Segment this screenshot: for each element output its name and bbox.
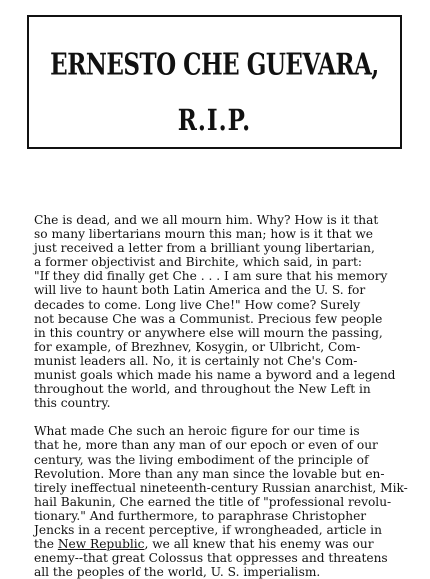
paragraph-1 — [34, 213, 424, 410]
text-line: throughout the world, and throughout the New Left in — [34, 382, 371, 397]
text-line: century, was the living embodiment of the principle of — [34, 452, 369, 467]
text-line: that he, more than any man of our epoch or even of our — [34, 438, 378, 453]
text-line — [34, 537, 424, 551]
paragraph-2 — [34, 424, 424, 579]
text-line: tirely ineffectual nineteenth-century Russian anarchist, Mik- — [34, 480, 408, 495]
text-line: Che is dead, and we all mourn him. Why? How is it that — [34, 213, 379, 227]
text-line: a former objectivist and Birchite, which said, in part: — [34, 255, 362, 270]
text-line: munist goals which made his name a byword and a legend — [34, 368, 396, 383]
article-body — [34, 213, 424, 579]
article-title: ERNESTO CHE GUEVARA, — [50, 46, 379, 83]
text-fragment: , we all knew that his enemy was our — [144, 537, 374, 552]
text-line: so many libertarians mourn this man; how is it that we — [34, 227, 374, 242]
text-line: What made Che such an heroic figure for our time is — [34, 424, 360, 439]
text-line: for example, of Brezhnev, Kosygin, or Ulbricht, Com- — [34, 339, 361, 354]
text-fragment: the — [34, 537, 58, 552]
text-line: tionary." And furthermore, to paraphrase Christopher — [34, 508, 367, 523]
text-line: in this country or anywhere else will mourn the passing, — [34, 325, 383, 340]
title-box — [27, 15, 402, 149]
text-line: hail Bakunin, Che earned the title of "professional revolu- — [34, 494, 392, 509]
text-line: Jencks in a recent perceptive, if wrongheaded, article in — [34, 522, 382, 537]
text-line: decades to come. Long live Che!" How come? Surely — [34, 297, 361, 312]
text-line: this country. — [34, 396, 111, 411]
publication-name: New Republic — [57, 537, 145, 552]
text-line: "If they did finally get Che . . . I am sure that his memory — [34, 269, 388, 284]
text-line: enemy--that great Colossus that oppresses and threatens — [34, 551, 388, 566]
text-line: will live to haunt both Latin America and the U. S. for — [34, 283, 366, 298]
text-line: not because Che was a Communist. Precious few people — [34, 311, 383, 326]
text-line: munist leaders all. No, it is certainly not Che's Com- — [34, 353, 358, 368]
paragraph-gap — [34, 410, 424, 424]
text-line: Revolution. More than any man since the lovable but en- — [34, 466, 385, 481]
text-line: just received a letter from a brilliant young libertarian, — [34, 241, 375, 256]
article-subtitle: R.I.P. — [177, 103, 252, 138]
text-line: all the peoples of the world, U. S. imperialism. — [34, 565, 321, 579]
